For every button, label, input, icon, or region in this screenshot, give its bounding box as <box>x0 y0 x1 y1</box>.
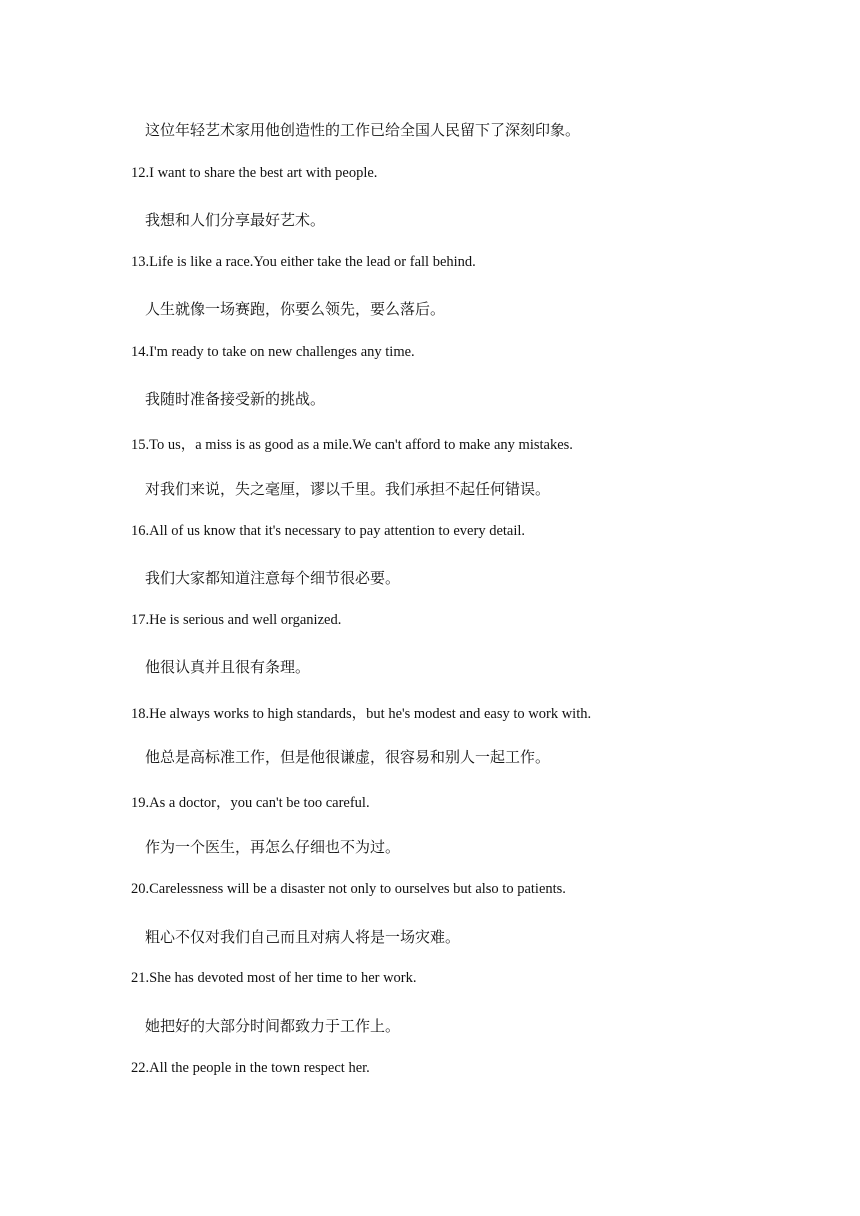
chinese-translation-21: 她把好的大部分时间都致力于工作上。 <box>145 1017 401 1035</box>
english-sentence-18: 18.He always works to high standards，but he's modest and easy to work with. <box>131 706 592 722</box>
chinese-translation-line: 这位年轻艺术家用他创造性的工作已给全国人民留下了深刻印象。 <box>145 121 581 139</box>
chinese-translation-17: 他很认真并且很有条理。 <box>145 658 311 676</box>
chinese-translation-18: 他总是高标准工作，但是他很谦虚，很容易和别人一起工作。 <box>145 748 551 766</box>
english-sentence-22: 22.All the people in the town respect her. <box>131 1060 370 1076</box>
english-sentence-21: 21.She has devoted most of her time to her work. <box>131 970 417 986</box>
chinese-translation-15: 对我们来说，失之毫厘，谬以千里。我们承担不起任何错误。 <box>145 480 551 498</box>
chinese-translation-19: 作为一个医生，再怎么仔细也不为过。 <box>145 838 401 856</box>
english-sentence-16: 16.All of us know that it's necessary to pay attention to every detail. <box>131 523 526 539</box>
english-sentence-12: 12.I want to share the best art with people. <box>131 165 378 181</box>
english-sentence-19: 19.As a doctor，you can't be too careful. <box>131 795 370 811</box>
chinese-translation-14: 我随时准备接受新的挑战。 <box>145 390 326 408</box>
chinese-translation-16: 我们大家都知道注意每个细节很必要。 <box>145 569 401 587</box>
english-sentence-15: 15.To us，a miss is as good as a mile.We can't afford to make any mistakes. <box>131 437 573 453</box>
english-sentence-14: 14.I'm ready to take on new challenges any time. <box>131 344 415 360</box>
chinese-translation-13: 人生就像一场赛跑，你要么领先，要么落后。 <box>145 300 446 318</box>
english-sentence-17: 17.He is serious and well organized. <box>131 612 342 628</box>
chinese-translation-20: 粗心不仅对我们自己而且对病人将是一场灾难。 <box>145 928 461 946</box>
english-sentence-20: 20.Carelessness will be a disaster not only to ourselves but also to patients. <box>131 881 566 897</box>
english-sentence-13: 13.Life is like a race.You either take the lead or fall behind. <box>131 254 476 270</box>
chinese-translation-12: 我想和人们分享最好艺术。 <box>145 211 326 229</box>
